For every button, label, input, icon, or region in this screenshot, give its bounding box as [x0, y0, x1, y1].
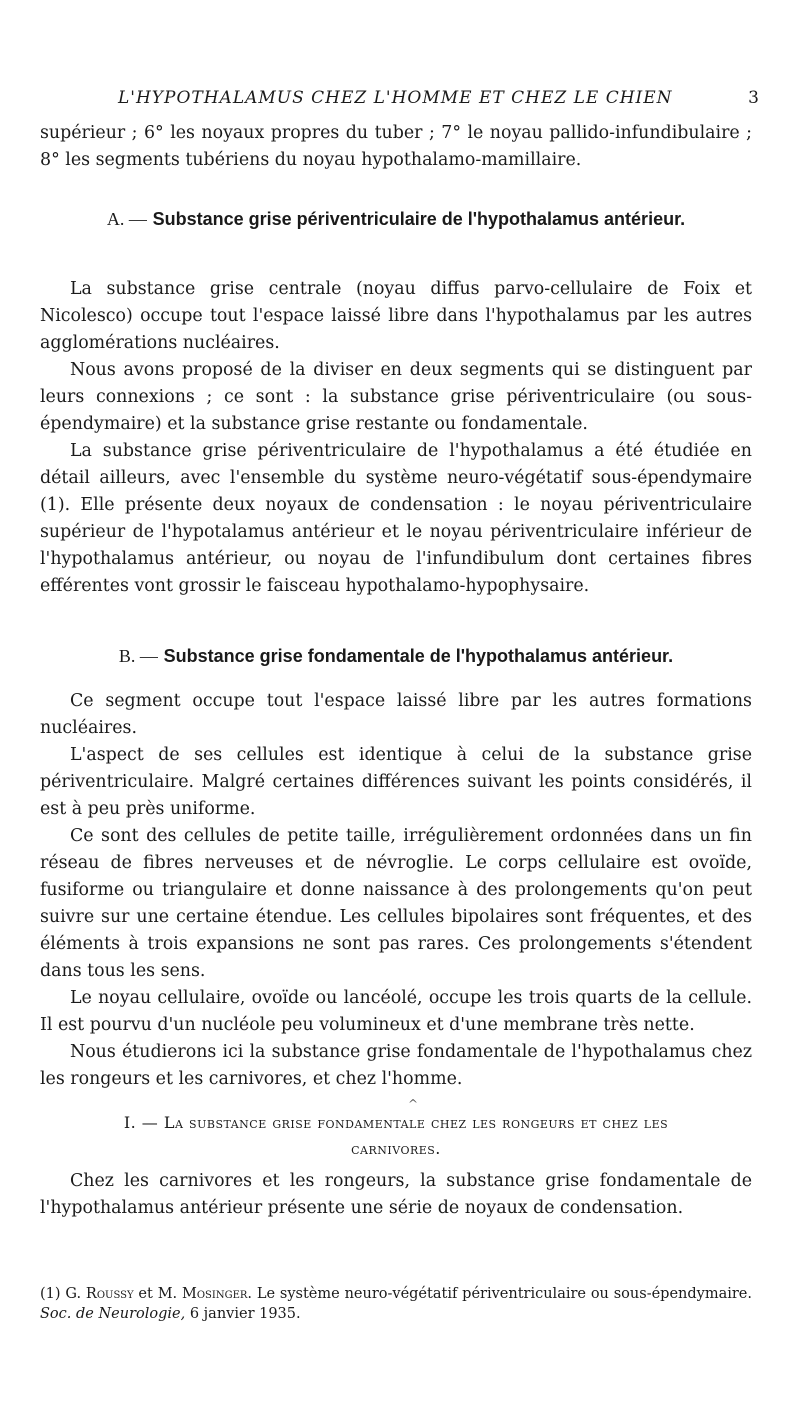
- running-title: L'HYPOTHALAMUS CHEZ L'HOMME ET CHEZ LE CHIEN: [118, 88, 673, 108]
- intro-paragraph: supérieur ; 6° les noyaux propres du tuber ; 7° le noyau pallido-infundibulaire ; 8° les segments tubériens du noyau hypothalamo-mamillaire.: [40, 123, 752, 170]
- section-a-paragraph: La substance grise centrale (noyau diffus parvo-cellulaire de Foix et Nicolesco) occupe tout l'espace laissé libre dans l'hypothalamus par les autres agglomérations nucléaires.: [40, 279, 752, 353]
- section-i-heading: [40, 1110, 752, 1162]
- section-b-heading: [40, 643, 752, 670]
- footnote-marker: (1): [40, 1286, 61, 1302]
- section-b-paragraph: Nous étudierons ici la substance grise fondamentale de l'hypothalamus chez les rongeurs et les carnivores, et chez l'homme.: [40, 1042, 752, 1089]
- section-b-title: Substance grise fondamentale de l'hypothalamus antérieur.: [163, 646, 674, 666]
- section-a-paragraph: Nous avons proposé de la diviser en deux segments qui se distinguent par leurs connexions ; ce sont : la substance grise périventriculaire (ou sous-épendymaire) et la substance grise restante ou fondamentale.: [40, 360, 752, 434]
- section-b-paragraph: L'aspect de ses cellules est identique à celui de la substance grise périventriculaire. Malgré certaines différences suivant les points considérés, il est à peu près uniforme.: [40, 745, 752, 819]
- section-a-title: Substance grise périventriculaire de l'hypothalamus antérieur.: [152, 209, 686, 229]
- section-b-paragraph: Ce segment occupe tout l'espace laissé libre par les autres formations nucléaires.: [40, 691, 752, 738]
- section-i-label: I. —: [123, 1113, 159, 1132]
- section-i-title: La substance grise fondamentale chez les rongeurs et chez les carnivores.: [163, 1113, 669, 1158]
- print-mark: ^: [408, 1097, 419, 1111]
- section-b-paragraph: Ce sont des cellules de petite taille, irrégulièrement ordonnées dans un fin réseau de fibres nerveuses et de névroglie. Le corps cellulaire est ovoïde, fusiforme ou triangulaire et donne naissance à des prolongements qu'on peut suivre sur une certaine étendue. Les cellules bipolaires sont fréquentes, et des éléments à trois expansions ne sont pas rares. Ces prolongements s'étendent dans tous les sens.: [40, 826, 752, 981]
- footnote: [40, 1284, 752, 1324]
- section-b-paragraph: Le noyau cellulaire, ovoïde ou lancéolé, occupe les trois quarts de la cellule. Il est pourvu d'un nucléole peu volumineux et d'une membrane très nette.: [40, 988, 752, 1035]
- footnote-date: 6 janvier 1935.: [189, 1306, 301, 1322]
- page-number: 3: [748, 88, 760, 108]
- footnote-author-2: M. Mosinger.: [157, 1286, 253, 1302]
- section-a-heading: [40, 206, 752, 233]
- section-a-label: A. —: [106, 209, 147, 229]
- section-a-paragraph: La substance grise périventriculaire de l'hypothalamus a été étudiée en détail ailleurs, avec l'ensemble du système neuro-végétatif sous-épendymaire (1). Elle présente deux noyaux de condensation : le noyau périventriculaire supérieur de l'hypotalamus antérieur et le noyau périventriculaire inférieur de l'hypothalamus antérieur, ou noyau de l'infundibulum dont certaines fibres efférentes vont grossir le faisceau hypothalamo-hypophysaire.: [40, 441, 752, 596]
- section-a-body: [40, 276, 752, 600]
- section-b-label: B. —: [118, 646, 158, 666]
- intro-text: [40, 120, 752, 174]
- footnote-author-1: G. Roussy: [65, 1286, 134, 1302]
- running-head: [118, 88, 760, 108]
- section-i-body: [40, 1168, 752, 1222]
- footnote-journal: Soc. de Neurologie,: [40, 1306, 186, 1322]
- section-i-paragraph: Chez les carnivores et les rongeurs, la substance grise fondamentale de l'hypothalamus antérieur présente une série de noyaux de condensation.: [40, 1171, 752, 1218]
- footnote-text: Le système neuro-végétatif périventriculaire ou sous-épendymaire.: [256, 1286, 753, 1302]
- footnote-connector: et: [138, 1286, 153, 1302]
- section-b-body: [40, 688, 752, 1093]
